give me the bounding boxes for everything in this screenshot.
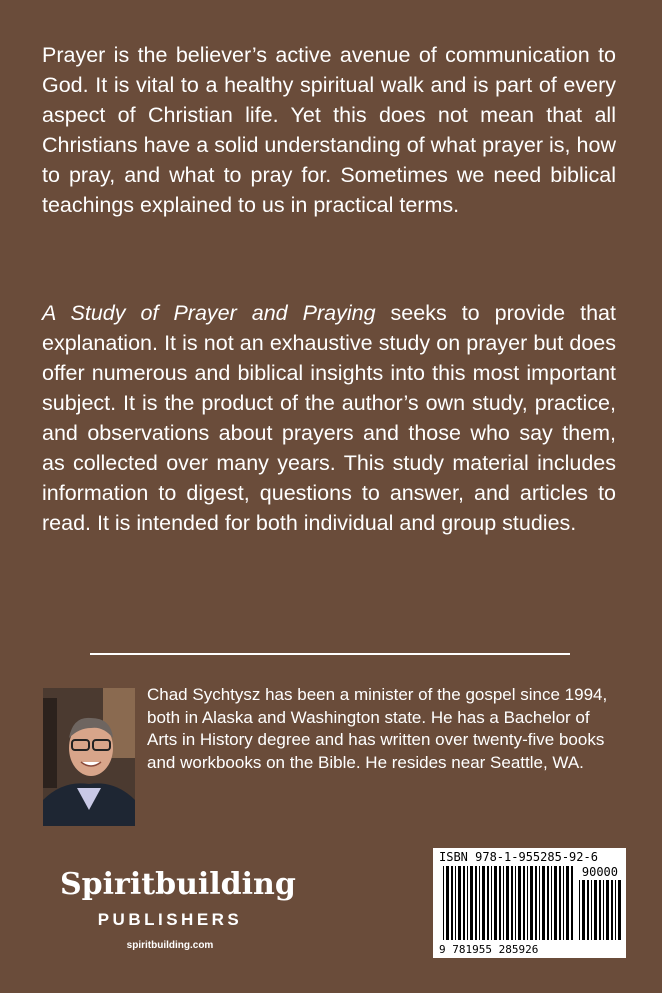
barcode-bar bbox=[591, 880, 592, 940]
publisher-name: Spiritbuilding bbox=[60, 867, 296, 902]
divider bbox=[90, 653, 570, 655]
description-paragraph-2 bbox=[42, 298, 616, 538]
author-bio: Chad Sychtysz has been a minister of the gospel since 1994, both in Alaska and Washington state. He has a Bachelor of Arts in History degree and has written over twenty-five books and workbooks on the Bible. He resides near Seattle, WA. bbox=[147, 685, 608, 772]
isbn-text: ISBN 978-1-955285-92-6 bbox=[439, 850, 598, 864]
barcode-bar bbox=[551, 866, 552, 940]
barcode-bar bbox=[491, 866, 492, 940]
barcode-digits: 9 781955 285926 bbox=[439, 943, 539, 956]
barcode-bar bbox=[479, 866, 480, 940]
barcode-bar bbox=[443, 866, 444, 940]
barcode-bars-icon bbox=[443, 866, 575, 940]
barcode-bar bbox=[603, 880, 604, 940]
barcode-bar bbox=[518, 866, 521, 940]
author-photo-icon bbox=[43, 688, 135, 826]
barcode-bar bbox=[499, 866, 501, 940]
publisher-sub: PUBLISHERS bbox=[97, 910, 243, 929]
barcode-bar bbox=[594, 880, 597, 940]
barcode-bar bbox=[571, 866, 573, 940]
barcode-bar bbox=[455, 866, 456, 940]
barcode-bar bbox=[451, 866, 453, 940]
barcode-bar bbox=[566, 866, 569, 940]
barcode-bar bbox=[618, 880, 621, 940]
barcode-bar bbox=[458, 866, 461, 940]
publisher-logo bbox=[60, 867, 296, 951]
barcode-bar bbox=[615, 880, 616, 940]
author-photo bbox=[43, 688, 135, 826]
barcode-bar bbox=[530, 866, 533, 940]
barcode-bar bbox=[487, 866, 489, 940]
addon-bars-icon bbox=[579, 880, 621, 940]
barcode-bar bbox=[475, 866, 477, 940]
barcode-bar bbox=[599, 880, 601, 940]
publisher-url: spiritbuilding.com bbox=[126, 940, 214, 951]
barcode-bar bbox=[482, 866, 485, 940]
barcode-bar bbox=[511, 866, 513, 940]
barcode-bar bbox=[446, 866, 449, 940]
barcode-bar bbox=[559, 866, 561, 940]
barcode-bar bbox=[523, 866, 525, 940]
barcode-bar bbox=[470, 866, 473, 940]
barcode-bar bbox=[587, 880, 589, 940]
barcode-bar bbox=[563, 866, 564, 940]
book-title: A Study of Prayer and Praying bbox=[42, 301, 376, 325]
barcode-bar bbox=[606, 880, 609, 940]
barcode-bar bbox=[582, 880, 585, 940]
barcode-bar bbox=[542, 866, 545, 940]
description-paragraph-2-text: seeks to provide that explanation. It is not an exhaustive study on prayer but does offer numerous and biblical insights into this most important subject. It is the product of the author’s own study, practice, and observations about prayers and those who say them, as collected over many years. This study material includes information to digest, questions to answer, and articles to read. It is intended for both individual and group studies. bbox=[42, 301, 616, 535]
barcode-bar bbox=[611, 880, 613, 940]
barcode-bar bbox=[503, 866, 504, 940]
barcode-bar bbox=[506, 866, 509, 940]
barcode-bar bbox=[547, 866, 549, 940]
barcode-bar bbox=[554, 866, 557, 940]
barcode-bar bbox=[515, 866, 516, 940]
barcode-bar bbox=[463, 866, 465, 940]
barcode bbox=[433, 848, 626, 958]
barcode-bar bbox=[535, 866, 537, 940]
description-paragraph-1: Prayer is the believer’s active avenue of communication to God. It is vital to a healthy spiritual walk and is part of every aspect of Christian life. Yet this does not mean that all Christians have a solid understanding of what prayer is, how to pray, and what to pray for. Sometimes we need biblical teachings explained to us in practical terms. bbox=[42, 43, 616, 217]
price-code: 90000 bbox=[581, 865, 618, 879]
barcode-bar bbox=[494, 866, 497, 940]
barcode-bar bbox=[539, 866, 540, 940]
barcode-bar bbox=[467, 866, 468, 940]
barcode-bar bbox=[579, 880, 580, 940]
barcode-bar bbox=[527, 866, 528, 940]
